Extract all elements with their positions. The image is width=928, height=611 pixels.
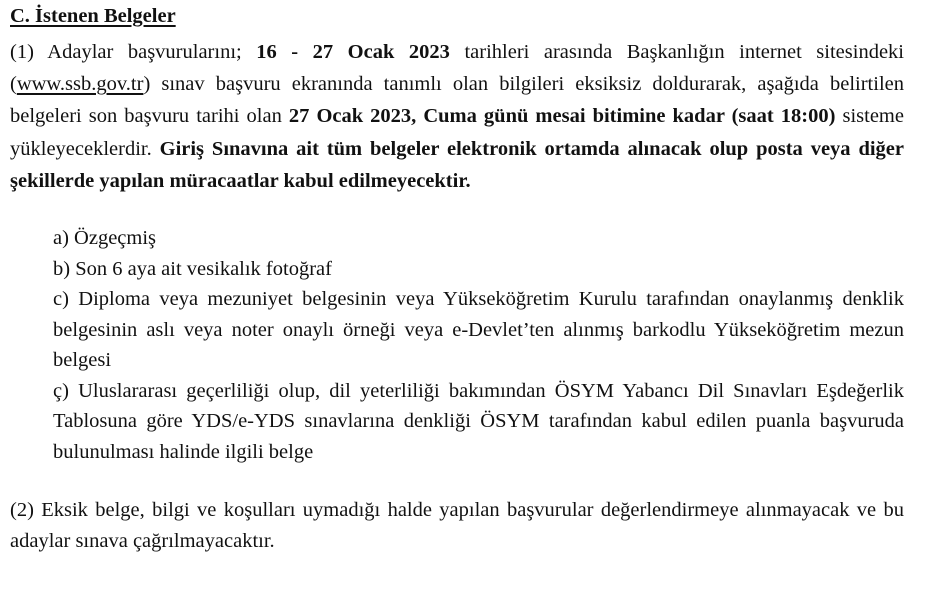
paragraph-2: (2) Eksik belge, bilgi ve koşulları uymadığı halde yapılan başvurular değerlendirmeye alınmayacak ve bu adaylar sınava çağrılmayacaktır. bbox=[10, 499, 904, 552]
paragraph-1-text-2: tarihleri arasında Başkanlığın internet sitesindeki ( bbox=[10, 41, 904, 96]
required-documents-list bbox=[10, 223, 904, 467]
list-item: a) Özgeçmiş bbox=[53, 227, 157, 250]
list-item: ç) Uluslararası geçerliliği olup, dil yeterliliği bakımından ÖSYM Yabancı Dil Sınavları Eşdeğerlik Tablosuna göre YDS/e-YDS sınavlarına denkliği ÖSYM tarafından kabul edilen puanla başvuruda bulunulması halinde ilgili belge bbox=[53, 379, 904, 463]
list-item: b) Son 6 aya ait vesikalık fotoğraf bbox=[53, 257, 332, 280]
application-dates: 16 - 27 Ocak 2023 bbox=[256, 41, 450, 63]
website-link[interactable]: www.ssb.gov.tr bbox=[16, 73, 144, 96]
document-page bbox=[10, 3, 904, 556]
deadline-text: 27 Ocak 2023, Cuma günü mesai bitimine kadar (saat 18:00) bbox=[288, 105, 836, 128]
list-item: c) Diploma veya mezuniyet belgesinin veya Yükseköğretim Kurulu tarafından onaylanmış denklik belgesinin aslı veya noter onaylı örneği veya e-Devlet’ten alınmış barkodlu Yükseköğretim mezun belgesi bbox=[53, 288, 904, 372]
paragraph-1-text-4: sisteme yükleyeceklerdir. bbox=[10, 105, 904, 160]
electronic-only-notice: Giriş Sınavına ait tüm belgeler elektronik ortamda alınacak olup posta veya diğer şekillerde yapılan müracaatlar kabul edilmeyecektir. bbox=[10, 137, 904, 192]
paragraph-1-text-3: ) sınav başvuru ekranında tanımlı olan bilgileri eksiksiz doldurarak, aşağıda belirtilen belgeleri son başvuru tarihi olan bbox=[10, 73, 904, 128]
paragraph-1 bbox=[10, 36, 904, 197]
paragraph-1-text-1: (1) Adaylar başvurularını; bbox=[10, 41, 257, 63]
section-heading: C. İstenen Belgeler bbox=[10, 5, 176, 27]
